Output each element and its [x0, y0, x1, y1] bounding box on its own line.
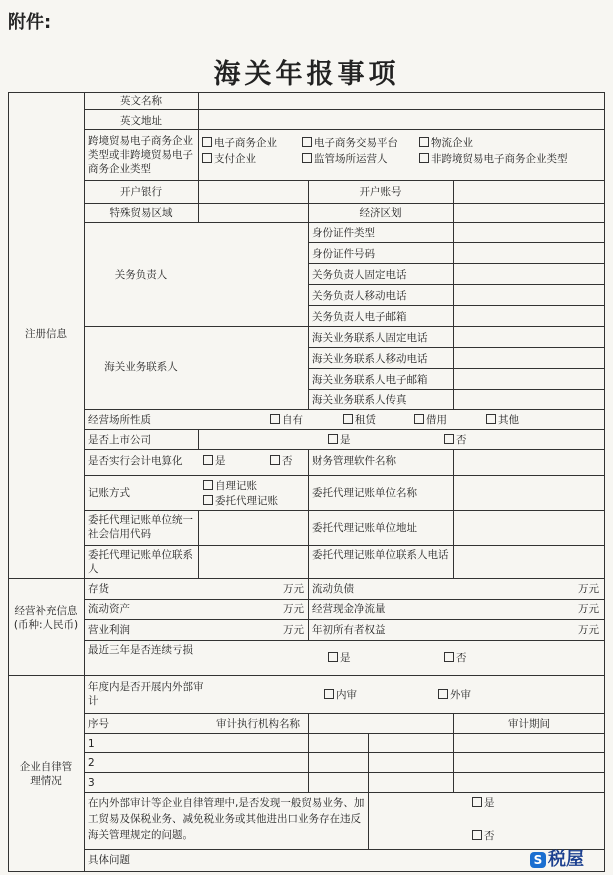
checkbox-premises-4[interactable]: 其他 [486, 413, 519, 427]
checkbox-premises-2[interactable]: 租赁 [343, 413, 376, 427]
checkbox-loss-no[interactable]: 否 [444, 651, 467, 665]
label-inventory: 存货 [88, 583, 109, 595]
label-computerized: 是否实行会计电算化 [88, 455, 183, 467]
checkbox-computerized-no[interactable]: 否 [270, 454, 293, 468]
label-customs-person: 关务负责人 [114, 269, 168, 281]
checkbox-listed-no[interactable]: 否 [444, 433, 467, 447]
label-premises: 经营场所性质 [88, 414, 151, 426]
unit-current-liab: 万元 [578, 583, 599, 595]
label-lz-0: 海关业务联系人固定电话 [312, 332, 428, 344]
row-num-1: 1 [88, 738, 95, 750]
label-cp-4: 关务负责人电子邮箱 [312, 311, 407, 323]
label-agent-addr: 委托代理记账单位地址 [312, 522, 417, 534]
checkbox-computerized-yes[interactable]: 是 [203, 454, 226, 468]
checkbox-ecom-3[interactable]: 物流企业 [419, 136, 473, 150]
unit-current-assets: 万元 [283, 603, 304, 615]
attachment-label: 附件: [8, 12, 52, 33]
header-seq: 序号 [88, 718, 109, 730]
label-en-addr: 英文地址 [120, 115, 162, 127]
label-agent-contact: 委托代理记账单位联系人 [88, 549, 193, 575]
section-business: 经营补充信息(币种:人民币) [13, 605, 79, 631]
label-ecom-type: 跨境贸易电子商务企业类型或非跨境贸易电子商务企业类型 [88, 135, 193, 175]
label-cp-1: 身份证件号码 [312, 248, 375, 260]
section-selfdiscipline: 企业自律管理情况 [19, 761, 73, 787]
label-en-name: 英文名称 [120, 95, 162, 107]
unit-inventory: 万元 [283, 583, 304, 595]
checkbox-listed-yes[interactable]: 是 [328, 433, 351, 447]
checkbox-ecom-5[interactable]: 监管场所运营人 [302, 152, 388, 166]
checkbox-ecom-4[interactable]: 支付企业 [202, 152, 256, 166]
form-table [8, 92, 605, 872]
label-lz-3: 海关业务联系人传真 [312, 394, 407, 406]
label-bank: 开户银行 [120, 186, 162, 198]
row-num-2: 2 [88, 757, 95, 769]
label-zone: 特殊贸易区域 [109, 207, 173, 219]
label-finance-sw: 财务管理软件名称 [312, 455, 396, 467]
label-issue: 具体问题 [88, 854, 130, 866]
label-agent-phone: 委托代理记账单位联系人电话 [312, 549, 449, 561]
label-econ-zone: 经济区划 [359, 207, 402, 219]
brand-watermark: S 税屋 [530, 845, 584, 871]
checkbox-ecom-6[interactable]: 非跨境贸易电子商务企业类型 [419, 152, 568, 166]
unit-cashflow: 万元 [578, 603, 599, 615]
label-current-assets: 流动资产 [88, 603, 130, 615]
checkbox-audit-external[interactable]: 外审 [438, 688, 471, 702]
label-lz-1: 海关业务联系人移动电话 [312, 353, 428, 365]
page-title: 海关年报事项 [213, 59, 400, 90]
unit-equity: 万元 [578, 624, 599, 636]
checkbox-violation-no[interactable]: 否 [472, 829, 495, 843]
label-agent-name: 委托代理记账单位名称 [312, 487, 417, 499]
label-cp-0: 身份证件类型 [312, 227, 375, 239]
header-audit-period: 审计期间 [508, 718, 550, 730]
checkbox-audit-internal[interactable]: 内审 [324, 688, 357, 702]
checkbox-loss-yes[interactable]: 是 [328, 651, 351, 665]
unit-profit: 万元 [283, 624, 304, 636]
label-cp-3: 关务负责人移动电话 [312, 290, 407, 302]
label-account: 开户账号 [359, 186, 402, 198]
checkbox-ecom-2[interactable]: 电子商务交易平台 [302, 136, 398, 150]
label-liaison: 海关业务联系人 [104, 361, 178, 373]
label-agent-code: 委托代理记账单位统一社会信用代码 [88, 514, 193, 540]
label-loss: 最近三年是否连续亏损 [88, 644, 193, 656]
label-audit: 年度内是否开展内外部审计 [88, 681, 204, 707]
checkbox-book-2[interactable]: 委托代理记账 [203, 494, 278, 508]
checkbox-ecom-1[interactable]: 电子商务企业 [202, 136, 277, 150]
checkbox-book-1[interactable]: 自理记账 [203, 479, 257, 493]
row-num-3: 3 [88, 777, 95, 789]
label-profit: 营业利润 [88, 624, 130, 636]
section-registration: 注册信息 [25, 328, 67, 340]
checkbox-violation-yes[interactable]: 是 [472, 796, 495, 810]
label-violation: 在内外部审计等企业自律管理中,是否发现一般贸易业务、加工贸易及保税业务、减免税业务或其他进出口业务存在违反海关管理规定的问题。 [88, 797, 365, 841]
label-current-liab: 流动负债 [312, 583, 354, 595]
checkbox-premises-1[interactable]: 自有 [270, 413, 303, 427]
s-logo-icon: S [530, 852, 546, 868]
label-cashflow: 经营现金净流量 [312, 603, 386, 615]
label-bookkeeping: 记账方式 [88, 487, 130, 499]
label-equity: 年初所有者权益 [312, 624, 386, 636]
header-audit-org: 审计执行机构名称 [216, 718, 300, 730]
label-listed: 是否上市公司 [88, 434, 151, 446]
checkbox-premises-3[interactable]: 借用 [414, 413, 447, 427]
label-cp-2: 关务负责人固定电话 [312, 269, 407, 281]
label-lz-2: 海关业务联系人电子邮箱 [312, 374, 428, 386]
